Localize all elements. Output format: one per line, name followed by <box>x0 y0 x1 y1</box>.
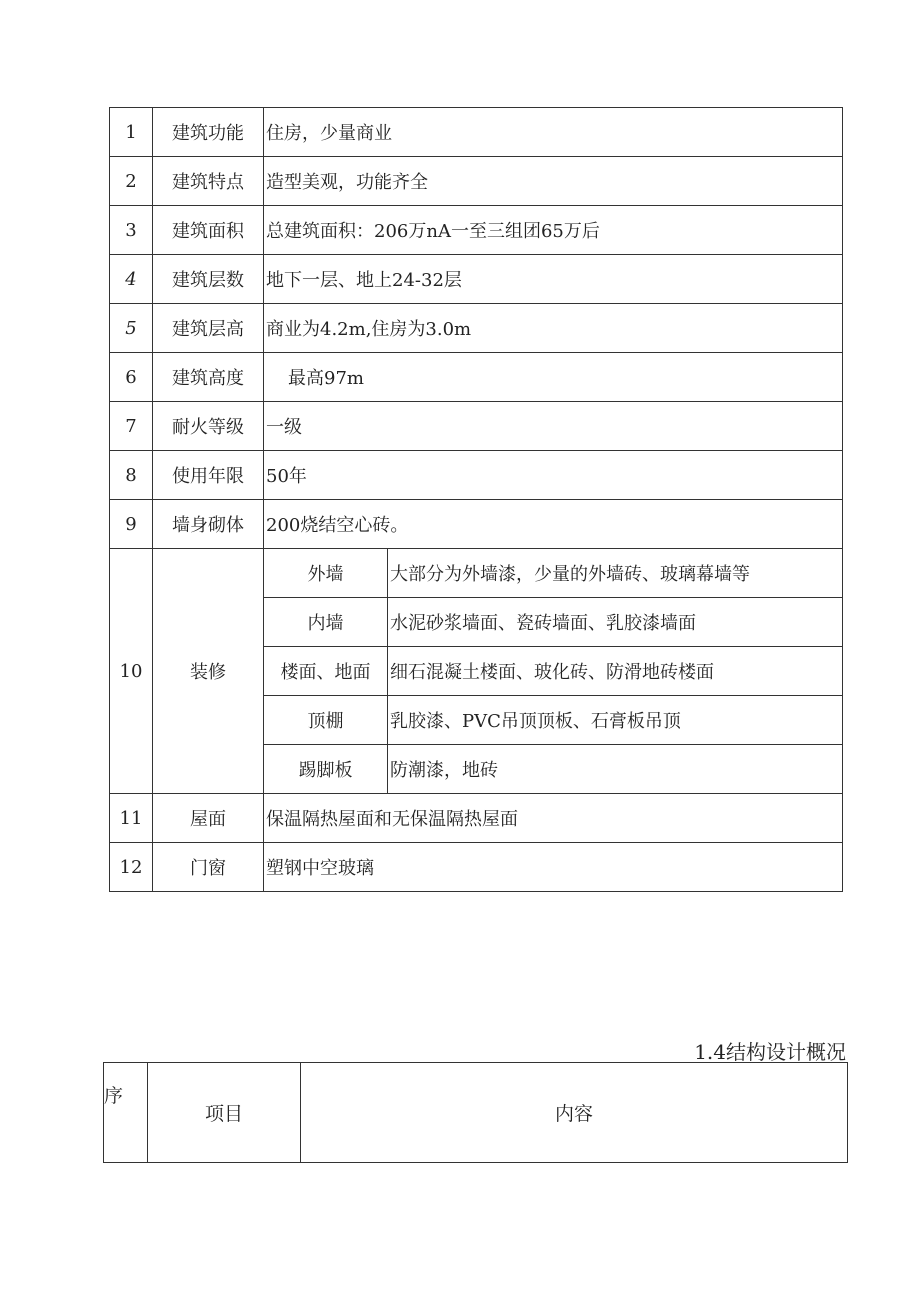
decoration-part: 踢脚板 <box>264 745 388 794</box>
row-number: 6 <box>110 353 153 402</box>
row-content: 200烧结空心砖。 <box>264 500 843 549</box>
row-item: 建筑面积 <box>153 206 264 255</box>
row-item: 建筑层数 <box>153 255 264 304</box>
decoration-part: 顶棚 <box>264 696 388 745</box>
row-number: 1 <box>110 108 153 157</box>
row-item: 墙身砌体 <box>153 500 264 549</box>
table-row <box>110 108 843 157</box>
decoration-content: 防潮漆，地砖 <box>388 745 843 794</box>
building-overview-table <box>109 107 843 892</box>
table-row <box>110 206 843 255</box>
row-item: 门窗 <box>153 843 264 892</box>
table-row <box>110 304 843 353</box>
table-row <box>110 451 843 500</box>
row-content: 50年 <box>264 451 843 500</box>
decoration-part: 楼面、地面 <box>264 647 388 696</box>
table-row <box>110 353 843 402</box>
row-number: 5 <box>110 304 153 353</box>
row-number: 11 <box>110 794 153 843</box>
row-item: 使用年限 <box>153 451 264 500</box>
decoration-content: 乳胶漆、PVC吊顶顶板、石膏板吊顶 <box>388 696 843 745</box>
row-item: 建筑特点 <box>153 157 264 206</box>
row-content: 保温隔热屋面和无保温隔热屋面 <box>264 794 843 843</box>
decoration-content: 大部分为外墙漆，少量的外墙砖、玻璃幕墙等 <box>388 549 843 598</box>
row-item: 装修 <box>153 549 264 794</box>
table-header-row <box>104 1063 848 1163</box>
table-row <box>110 157 843 206</box>
section-title: 1.4结构设计概况 <box>694 1040 846 1064</box>
decoration-part: 外墙 <box>264 549 388 598</box>
header-content: 内容 <box>301 1063 848 1163</box>
decoration-content: 细石混凝土楼面、玻化砖、防滑地砖楼面 <box>388 647 843 696</box>
table-row <box>110 794 843 843</box>
row-number: 2 <box>110 157 153 206</box>
row-number: 3 <box>110 206 153 255</box>
row-item: 屋面 <box>153 794 264 843</box>
row-content: 塑钢中空玻璃 <box>264 843 843 892</box>
row-number: 8 <box>110 451 153 500</box>
header-item: 项目 <box>148 1063 301 1163</box>
decoration-content: 水泥砂浆墙面、瓷砖墙面、乳胶漆墙面 <box>388 598 843 647</box>
row-content: 地下一层、地上24-32层 <box>264 255 843 304</box>
row-number: 7 <box>110 402 153 451</box>
table-row <box>110 843 843 892</box>
row-content: 总建筑面积：206万nA一至三组团65万后 <box>264 206 843 255</box>
row-number: 10 <box>110 549 153 794</box>
row-item: 耐火等级 <box>153 402 264 451</box>
row-number: 4 <box>110 255 153 304</box>
table-row <box>110 500 843 549</box>
row-number: 9 <box>110 500 153 549</box>
row-content: 一级 <box>264 402 843 451</box>
row-content: 最高97m <box>264 353 843 402</box>
row-number: 12 <box>110 843 153 892</box>
row-item: 建筑高度 <box>153 353 264 402</box>
table-row <box>110 402 843 451</box>
row-item: 建筑层高 <box>153 304 264 353</box>
row-item: 建筑功能 <box>153 108 264 157</box>
row-content: 商业为4.2m,住房为3.0m <box>264 304 843 353</box>
table-row <box>110 549 843 598</box>
structure-design-table <box>103 1062 848 1163</box>
decoration-part: 内墙 <box>264 598 388 647</box>
row-content: 造型美观，功能齐全 <box>264 157 843 206</box>
header-seq: 序 <box>104 1063 148 1163</box>
row-content: 住房，少量商业 <box>264 108 843 157</box>
table-row <box>110 255 843 304</box>
